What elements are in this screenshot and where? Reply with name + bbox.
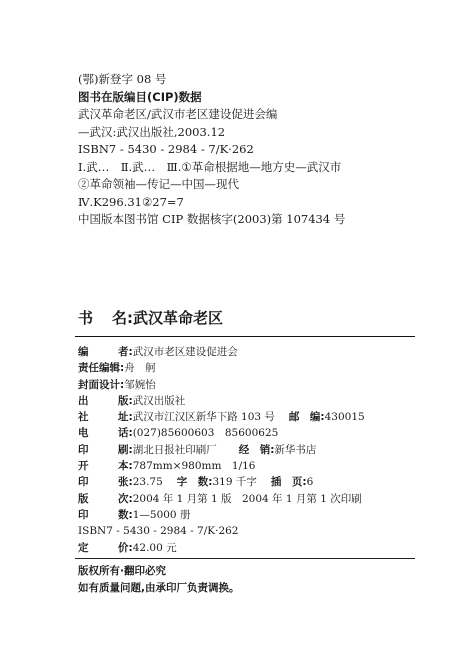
cip-line-classification: Ⅳ.K296.31②27=7 (78, 194, 184, 209)
info-print-run: 印 数:1—5000 册 (78, 508, 191, 521)
cip-line-isbn: ISBN7 - 5430 - 2984 - 7/K·262 (78, 142, 254, 156)
quality-notice: 如有质量问题,由承印厂负责调换。 (78, 582, 240, 594)
info-phone: 电 话:(027)85600603 85600625 (78, 427, 279, 440)
cip-line-title: 武汉革命老区/武汉市老区建设促进会编 (78, 107, 278, 121)
book-title (78, 307, 223, 328)
footer (78, 563, 240, 597)
info-isbn: ISBN7 - 5430 - 2984 - 7/K·262 (78, 525, 239, 538)
book-title-label-2: 名: (112, 309, 133, 327)
cip-block (78, 71, 438, 229)
info-format: 开 本:787mm×980mm 1/16 (78, 460, 256, 473)
book-title-label-1: 书 (78, 309, 94, 327)
cip-line-subjects: Ⅰ.武… Ⅱ.武… Ⅲ.①革命根据地—地方史—武汉市 (78, 159, 342, 174)
info-price: 定 价:42.00 元 (78, 541, 177, 554)
info-printer: 印 刷:湖北日报社印刷厂 经 销:新华书店 (78, 443, 317, 456)
info-publisher: 出 版:武汉出版社 (78, 394, 186, 407)
divider-bottom (75, 558, 415, 559)
info-sheets: 印 张:23.75 字 数:319 千字 插 页:6 (78, 476, 314, 489)
book-title-value: 武汉革命老区 (133, 309, 224, 327)
cip-line-registration: (鄂)新登字 08 号 (78, 72, 167, 86)
copyright-notice: 版权所有·翻印必究 (78, 565, 166, 577)
info-edition: 版 次:2004 年 1 月第 1 版 2004 年 1 月第 1 次印刷 (78, 492, 362, 505)
info-editor: 编 者:武汉市老区建设促进会 (78, 346, 238, 358)
info-responsible-editor: 责任编辑:舟 舸 (78, 362, 156, 375)
cip-line-heading: 图书在版编目(CIP)数据 (78, 89, 202, 104)
info-cover-design: 封面设计:邹婉怡 (78, 378, 156, 391)
info-address: 社 址:武汉市江汉区新华下路 103 号 邮 编:430015 (78, 411, 365, 424)
cip-line-subjects-cont: ②革命领袖—传记—中国—现代 (78, 177, 239, 191)
cip-line-data-number: 中国版本图书馆 CIP 数据核字(2003)第 107434 号 (78, 212, 346, 226)
divider-top (75, 336, 415, 337)
cip-line-publication: —武汉:武汉出版社,2003.12 (78, 124, 226, 139)
publication-info (78, 344, 428, 556)
